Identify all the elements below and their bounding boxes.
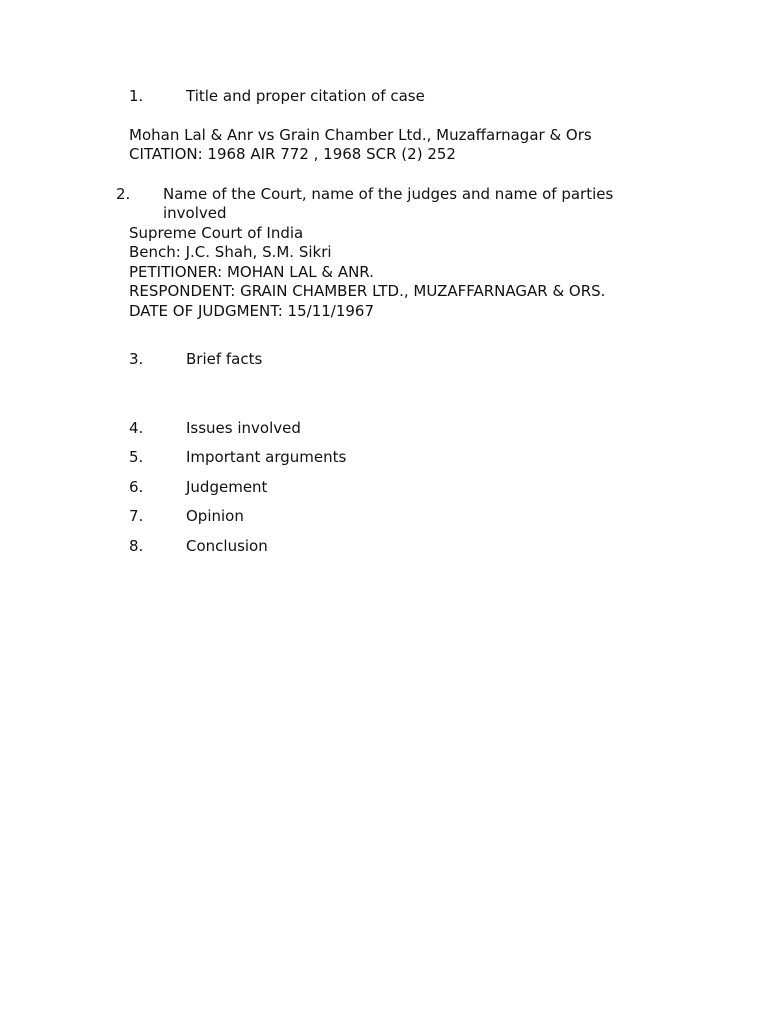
item-6-number: 6.	[129, 478, 144, 496]
petitioner: PETITIONER: MOHAN LAL & ANR.	[129, 263, 374, 281]
respondent: RESPONDENT: GRAIN CHAMBER LTD., MUZAFFARNAGAR & ORS.	[129, 282, 606, 300]
item-5-number: 5.	[129, 448, 144, 466]
item-2-number: 2.	[116, 185, 131, 203]
item-7-number: 7.	[129, 507, 144, 525]
item-7-heading: Opinion	[186, 507, 244, 525]
item-8-number: 8.	[129, 537, 144, 555]
date-of-judgment: DATE OF JUDGMENT: 15/11/1967	[129, 302, 375, 320]
item-1-heading: Title and proper citation of case	[186, 87, 425, 105]
bench: Bench: J.C. Shah, S.M. Sikri	[129, 243, 332, 261]
item-3-heading: Brief facts	[186, 350, 263, 368]
item-5-heading: Important arguments	[186, 448, 347, 466]
court-name: Supreme Court of India	[129, 224, 304, 242]
item-2-heading-line1: Name of the Court, name of the judges and name of parties	[163, 185, 614, 203]
item-1-number: 1.	[129, 87, 144, 105]
item-4-number: 4.	[129, 419, 144, 437]
item-2-heading-line2: involved	[163, 204, 227, 222]
item-4-heading: Issues involved	[186, 419, 301, 437]
item-3-number: 3.	[129, 350, 144, 368]
case-citation: CITATION: 1968 AIR 772 , 1968 SCR (2) 252	[129, 145, 456, 163]
item-6-heading: Judgement	[186, 478, 268, 496]
case-title: Mohan Lal & Anr vs Grain Chamber Ltd., Muzaffarnagar & Ors	[129, 126, 592, 144]
item-8-heading: Conclusion	[186, 537, 268, 555]
